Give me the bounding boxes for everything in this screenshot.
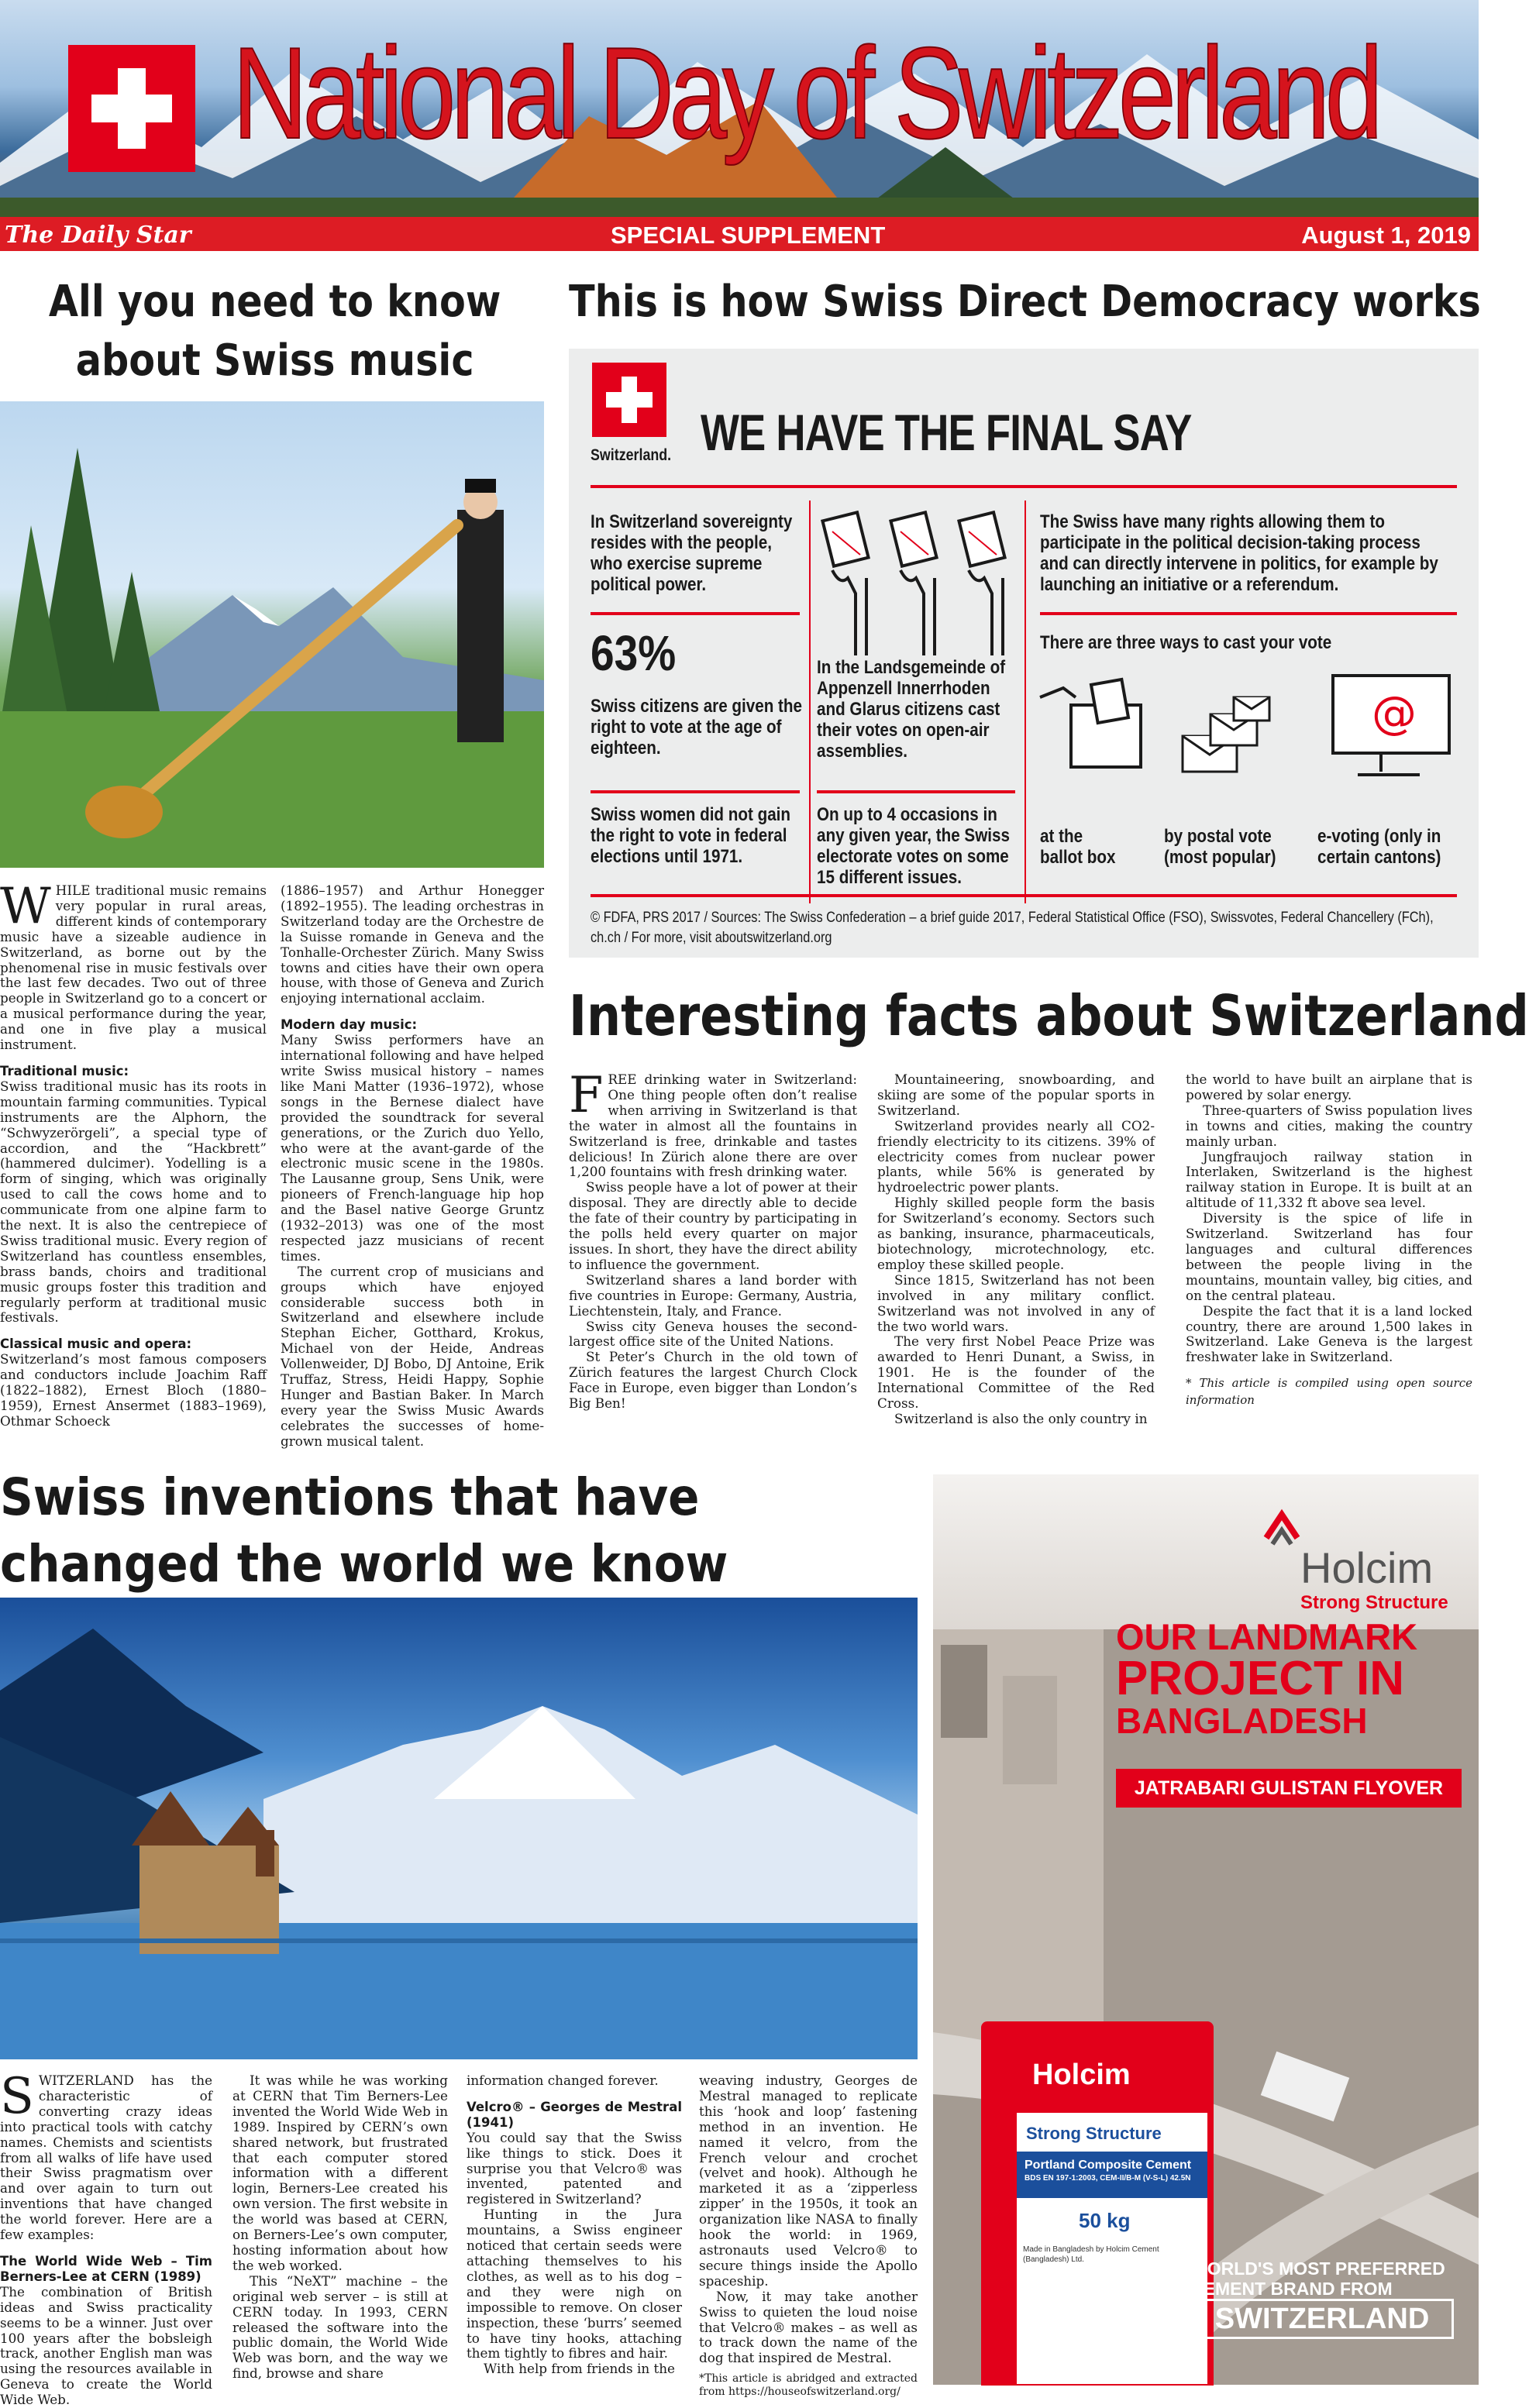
divider <box>591 485 1457 488</box>
inventions-headline: Swiss inventions that have changed the world we know <box>0 1467 728 1594</box>
bag-brand: Holcim <box>1032 2059 1131 2091</box>
divider <box>817 790 1015 793</box>
facts-text: Mountaineering, snowboarding, and skiing are some of the popular sports in Switzerland. <box>877 1072 1155 1118</box>
facts-text: Since 1815, Switzerland has not been involved in any military conflict. Switzerland was not involved in any of the two world wars. <box>877 1271 1155 1334</box>
music-subhead-classical: Classical music and opera: <box>0 1336 192 1352</box>
svg-text:@: @ <box>1372 686 1417 739</box>
postal-envelope-icon <box>1183 697 1269 772</box>
music-column-1 <box>0 878 267 1429</box>
chillon-castle-photo <box>0 1598 918 2059</box>
facts-headline: Interesting facts about Switzerland <box>569 983 1529 1048</box>
facts-text: REE drinking water in Switzerland: One thing people often don’t realise when arriving in Switzerland is that the water in almost all the fountains in Switzerland is free, drinkable and tastes delicious! In Zürich alone there are over 1,200 fountains with fresh drinking water. <box>569 1072 857 1180</box>
facts-text: Switzerland provides nearly all CO2-friendly electricity to its citizens. 39% of electricity comes from nuclear power plants, while 56% is generated by hydroelectric power plants. <box>877 1117 1155 1195</box>
inventions-text: Hunting in the Jura mountains, a Swiss engineer noticed that certain seeds were attaching themselves to his clothes, as well as to his dog – and they were nigh on impossible to remove. On closer inspection, these ‘burrs’ seemed to have tiny hooks, attaching them tightly to fibres and hair. <box>467 2207 682 2362</box>
holcim-logo-icon <box>1259 1507 1305 1553</box>
voting-age-text: Swiss citizens are given the right to vote at the age of eighteen. <box>591 696 803 759</box>
voting-methods-icons <box>1040 666 1458 790</box>
democracy-infographic <box>569 349 1479 958</box>
inventions-column-2 <box>232 2073 448 2382</box>
final-say-banner: WE HAVE THE FINAL SAY <box>701 404 1192 461</box>
inventions-source-note: *This article is abridged and extracted from https://houseofswitzerland.org/ <box>699 2372 918 2399</box>
music-classical-cont: (1886–1957) and Arthur Honegger (1892–1955). The leading orchestras in Switzerland today are the Orchestre de la Suisse romande in Geneva and the Tonhalle-Orchester Zürich. Many Swiss towns and cities have their own opera house, with those of Geneva and Zurich enjoying international acclaim. <box>281 882 544 1006</box>
issue-date: August 1, 2019 <box>1301 222 1471 249</box>
inventions-text: This “NeXT” machine – the original web server – is still at CERN today. In 1993, CERN released the software into the public domain, the World Wide Web was born, and the way we find, browse and share <box>232 2272 448 2382</box>
ad-tagline: Strong Structure <box>1300 1592 1448 1613</box>
facts-text: Despite the fact that it is a land locked country, there are around 1,500 lakes in Switzerland. Lake Geneva is the largest freshwater lake in Switzerland. <box>1186 1302 1472 1365</box>
alphorn-scene-image <box>0 401 544 868</box>
inventions-column-3 <box>467 2073 682 2377</box>
inventions-text: With help from friends in the <box>484 2361 675 2377</box>
facts-column-1 <box>569 1067 857 1412</box>
landsgemeinde-text: In the Landsgemeinde of Appenzell Innerrhoden and Glarus citizens cast their votes on open-air assemblies. <box>817 657 1006 762</box>
bag-fine-print: Made in Bangladesh by Holcim Cement (Bangladesh) Ltd. <box>1023 2245 1159 2264</box>
facts-dropcap: F <box>569 1067 604 1124</box>
rights-text: The Swiss have many rights allowing them to participate in the political decision-taking process and can directly intervene in politics, for example by launching an initiative or a referendum. <box>1040 511 1438 595</box>
facts-text: Swiss city Geneva houses the second-largest office site of the United Nations. <box>569 1318 857 1350</box>
section-label: SPECIAL SUPPLEMENT <box>611 222 886 249</box>
ways-title: There are three ways to cast your vote <box>1040 632 1332 653</box>
bag-tagline: Strong Structure <box>1026 2124 1162 2143</box>
bag-label <box>1017 2113 1207 2384</box>
velcro-subhead: Velcro® – Georges de Mestral (1941) <box>467 2099 682 2130</box>
divider <box>591 790 800 793</box>
facts-text: Switzerland shares a land border with five countries in Europe: Germany, Austria, Liechtenstein, Italy, and France. <box>569 1271 857 1319</box>
postal-vote-label: by postal vote (most popular) <box>1164 826 1276 868</box>
music-traditional-text: Swiss traditional music has its roots in mountain farming communities. Typical instruments are the Alphorn, the “Schwyzerörgeli”, a special type of accordion, and the “Hackbrett” (hammered dulcimer). Yodelling is a form of singing, which was originally used to call the cows home and to communicate from one alpine farm to the next. It is also the centrepiece of Swiss traditional music. Every region of Switzerland has countless ensembles, brass bands, choirs and traditional music groups foster this tradition and regularly perform at traditional music festivals. <box>0 1078 267 1326</box>
bag-standard: BDS EN 197-1:2003, CEM-II/B-M (V-S-L) 42.5N <box>1024 2174 1191 2183</box>
facts-text: Jungfraujoch railway station in Interlaken, Switzerland is the highest railway station in Europe. It is built at an altitude of 11,332 ft above sea level. <box>1186 1148 1472 1211</box>
swiss-flag-icon <box>592 363 666 437</box>
holcim-advertisement[interactable] <box>933 1474 1479 2385</box>
cement-bag-image <box>981 2021 1214 2386</box>
facts-text: Highly skilled people form the basis for Switzerland’s economy. Sectors such as banking, insurance, pharmaceuticals, biotechnology, microtechnology, etc. employ these skilled people. <box>877 1195 1155 1272</box>
divider <box>1024 501 1026 903</box>
inventions-text: You could say that the Swiss like things to stick. Does it surprise you that Velcro® was invented, patented and registered in Switzerland? <box>467 2129 682 2207</box>
music-classical-text: Switzerland’s most famous composers and conductors include Joachim Raff (1822–1882), Ernest Bloch (1880–1959), Ernest Ansermet (1883–1969), Othmar Schoeck <box>0 1351 267 1429</box>
facts-text: Swiss people have a lot of power at their disposal. They are directly able to decide the fate of their country by participating in the polls held every quarter on major issues. In short, they have the direct ability to influence the government. <box>569 1179 857 1272</box>
inventions-column-1 <box>0 2068 212 2408</box>
music-column-2 <box>281 883 544 1450</box>
newspaper-logo: The Daily Star <box>5 222 191 249</box>
ad-landmark-heading <box>1116 1616 1480 1741</box>
music-modern-text-2: The current crop of musicians and groups which have enjoyed considerable success both in Switzerland and elsewhere include Stephan Eicher, Gotthard, Krokus, Michael von der Heide, Andreas Vollenweider, DJ Bobo, DJ Antoine, Erik Truffaz, Stress, Heidi Happy, Sophie Hunger and Bastian Baker. In March every year the Swiss Music Awards celebrates the successes of home-grown musical talent. <box>281 1263 544 1449</box>
music-headline: All you need to know about Swiss music <box>48 277 501 386</box>
women-vote-text: Swiss women did not gain the right to vote in federal elections until 1971. <box>591 804 791 867</box>
infographic-credit: © FDFA, PRS 2017 / Sources: The Swiss Confederation – a brief guide 2017, Federal Statistical Office (FSO), Swissvotes, Federal Chancellery (FCh), ch.ch / For more, visit aboutswitzerland.org <box>591 910 1434 946</box>
bag-weight: 50 kg <box>1079 2209 1131 2232</box>
ad-heading-line-1: OUR LANDMARK <box>1116 1616 1418 1657</box>
music-subhead-modern: Modern day music: <box>281 1017 418 1033</box>
inventions-text: WITZERLAND has the characteristic of converting crazy ideas into practical tools with catchy names. Chemists and scientists from all walks of life have used their Swiss pragmatism over and over again to turn out inventions that have changed the world forever. Here are a few examples: <box>0 2073 212 2243</box>
www-subhead: The World Wide Web – Tim Berners-Lee at CERN (1989) <box>0 2253 212 2284</box>
ballot-box-label: at the ballot box <box>1040 826 1116 868</box>
supplement-bar <box>0 217 1479 251</box>
democracy-headline: This is how Swiss Direct Democracy works <box>569 277 1481 327</box>
ad-heading-line-2: PROJECT IN <box>1116 1652 1405 1705</box>
facts-text: St Peter’s Church in the old town of Zürich features the largest Church Clock Face in Europe, even bigger than London’s Big Ben! <box>569 1349 857 1412</box>
divider <box>591 612 800 615</box>
swiss-flag-icon <box>68 45 195 172</box>
voting-hands-icon <box>817 501 1018 655</box>
facts-text: the world to have built an airplane that is powered by solar energy. <box>1186 1072 1472 1103</box>
inventions-text: information changed forever. <box>467 2073 659 2088</box>
divider <box>809 501 811 903</box>
ad-country-badge: SWITZERLAND <box>1190 2299 1454 2339</box>
inventions-text: Now, it may take another Swiss to quieten the loud noise that Velcro® makes – as well as to track down the name of the dog that inspired de Mestral. <box>699 2288 918 2366</box>
facts-text: The very first Nobel Peace Prize was awarded to Henri Dunant, a Swiss, in 1901. He is the founder of the International Committee of the Red Cross. <box>877 1333 1155 1412</box>
facts-column-2 <box>877 1072 1155 1427</box>
bag-product-band <box>1017 2152 1207 2198</box>
music-dropcap: W <box>0 878 51 935</box>
music-intro: HILE traditional music remains very popular in rural areas, different kinds of contemporary music have a sizeable audience in Switzerland, as borne out by the phenomenal rise in music festivals over the last few decades. Two out of three people in Switzerland go to a concert or a musical performance during the year, and one in five play a musical instrument. <box>0 882 267 1053</box>
lake-geneva-scene-image <box>0 1598 918 2059</box>
bag-product: Portland Composite Cement <box>1024 2159 1192 2172</box>
masthead-banner-photo <box>0 0 1479 217</box>
inventions-text: It was while he was working at CERN that Tim Berners-Lee invented the World Wide Web in 1989. Inspired by CERN’s own shared network, but frustrated that each computer stored information with a different login, Berners-Lee created his own version. The first website in the world was based at CERN, on Berners-Lee’s own computer, hosting information about how the web worked. <box>232 2073 448 2273</box>
divider <box>1040 612 1457 615</box>
holcim-wordmark: Holcim <box>1300 1543 1434 1592</box>
inventions-column-4 <box>699 2073 918 2399</box>
inventions-text: The combination of British ideas and Swiss practicality seems to be a winner. Just over 100 years after the bobsleigh track, another English man was using the resources available in Geneva to create the World Wide Web. <box>0 2283 212 2408</box>
music-modern-text: Many Swiss performers have an international following and have helped write Swiss musical history – names like Mani Matter (1936–1972), whose songs in the Bernese dialect have provided the soundtrack for several generations, or the Zurich duo Yello, who were at the avant-garde of the electronic music scene in the 1980s. The Lausanne group, Sens Unik, were pioneers of French-language hip hop and the Basel native George Gruntz (1932–2013) was one of the most respected jazz musicians of recent times. <box>281 1032 544 1264</box>
e-voting-monitor-icon <box>1333 676 1449 775</box>
music-subhead-traditional: Traditional music: <box>0 1063 129 1078</box>
inventions-text: weaving industry, Georges de Mestral managed to replicate this ‘hook and loop’ fastening method in an invention. He named it velcro, from the French velour and crochet (velvet and hook). Although he marketed it as a ‘zipperless zipper’ in the 1950s, it took an organization like NASA to finally hook the world: in 1969, astronauts used Velcro® to secure things inside the Apollo spaceship. <box>699 2073 918 2289</box>
facts-note: * This article is compiled using open source information <box>1186 1376 1472 1408</box>
facts-text: Three-quarters of Swiss population lives in towns and cities, making the country mainly urban. <box>1186 1102 1472 1149</box>
ballot-box-icon <box>1040 679 1141 767</box>
divider <box>591 894 1457 897</box>
masthead-title: National Day of Switzerland <box>232 20 1379 166</box>
ad-project-label: JATRABARI GULISTAN FLYOVER <box>1116 1769 1462 1808</box>
ad-preferred-text: WORLD'S MOST PREFERRED CEMENT BRAND FROM <box>1190 2258 1445 2299</box>
switzerland-brand-label: Switzerland. <box>591 446 672 464</box>
e-voting-label: e-voting (only in certain cantons) <box>1317 826 1441 868</box>
stat-63-percent: 63% <box>591 625 677 681</box>
alphorn-player-photo <box>0 401 544 868</box>
sovereignty-text: In Switzerland sovereignty resides with the people, who exercise supreme political power. <box>591 511 793 595</box>
facts-column-3 <box>1186 1072 1472 1409</box>
occasions-text: On up to 4 occasions in any given year, the Swiss electorate votes on some 15 different issues. <box>817 804 1010 888</box>
ad-heading-line-3: BANGLADESH <box>1116 1701 1368 1741</box>
facts-text: Switzerland is also the only country in <box>894 1410 1148 1426</box>
inventions-dropcap: S <box>0 2068 34 2125</box>
facts-text: Diversity is the spice of life in Switzerland. Switzerland has four languages and cultural differences between the people living in the mountains, mountain valley, big cities, and on the central plateau. <box>1186 1210 1472 1303</box>
